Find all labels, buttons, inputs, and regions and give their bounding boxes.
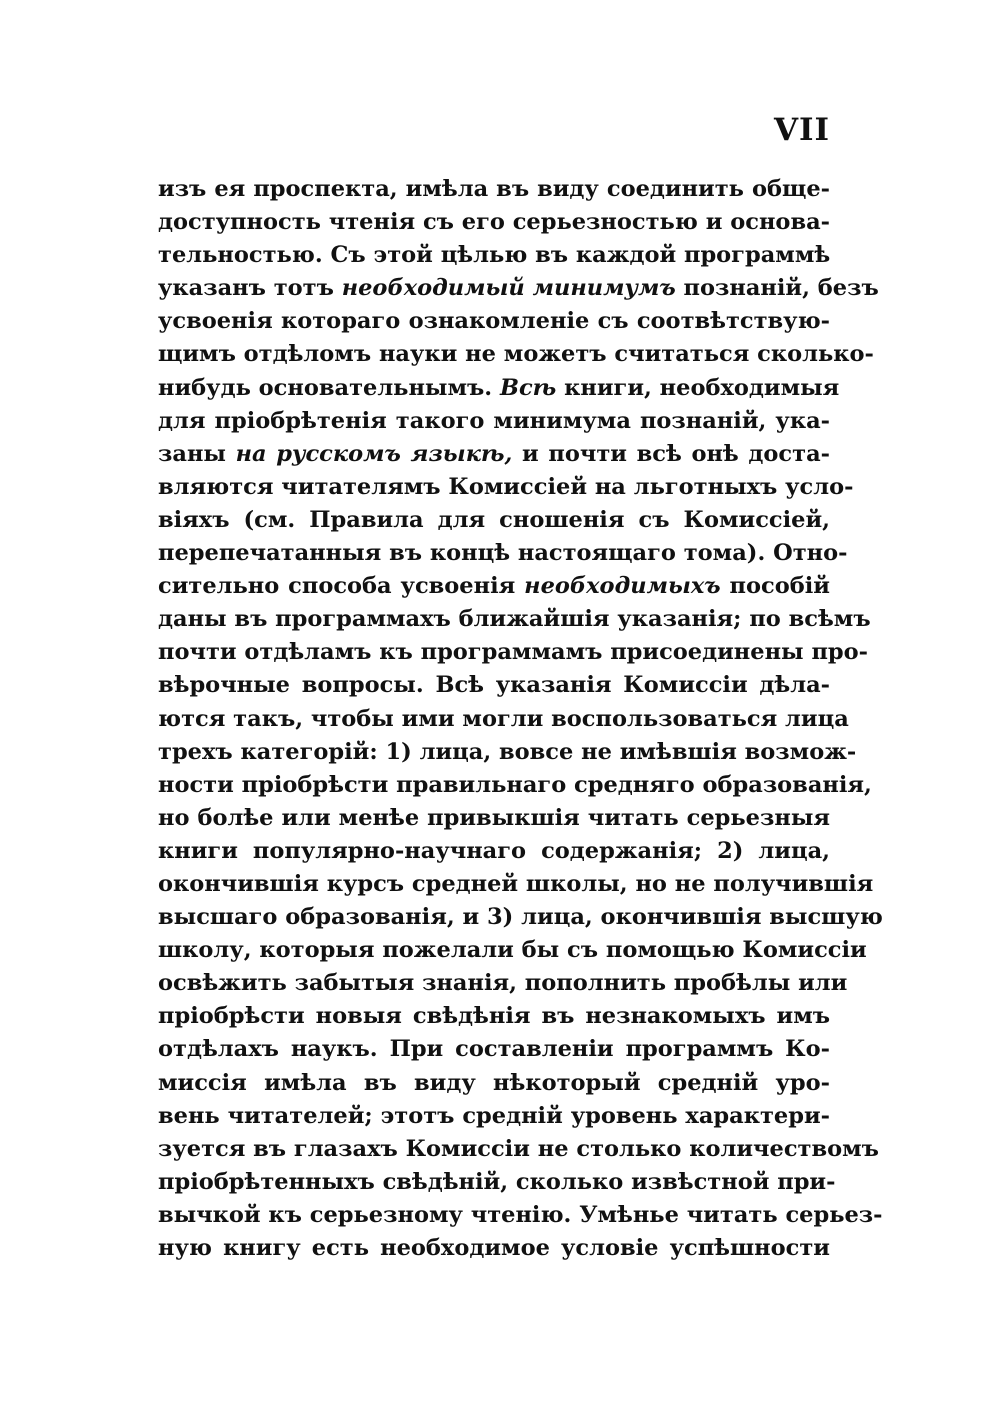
text-line: миссія имѣла въ виду нѣкоторый средній уро-	[158, 1069, 830, 1096]
text-line: вычкой къ серьезному чтенію. Умѣнье читать серьез-	[158, 1201, 883, 1228]
text-span: книги, необходимыя	[556, 374, 840, 401]
text-line	[158, 272, 879, 305]
text-span: заны	[158, 440, 236, 467]
text-span: познаній, безъ	[675, 275, 879, 302]
text-line: перепечатанныя въ концѣ настоящаго тома). Отно-	[158, 540, 848, 567]
text-line: окончившія курсъ средней школы, но не получившія	[158, 870, 874, 897]
text-line: пріобрѣтенныхъ свѣдѣній, сколько извѣстной при-	[158, 1168, 836, 1195]
text-line: усвоенія котораго ознакомленіе съ соотвѣтствую-	[158, 308, 830, 335]
italic-phrase: необходимыхъ	[524, 573, 721, 600]
text-line: ную книгу есть необходимое условіе успѣшности	[158, 1235, 830, 1261]
italic-phrase: Всѣ	[499, 374, 557, 401]
text-span: нибудь основательнымъ.	[158, 374, 500, 401]
text-span: пособій	[720, 573, 830, 600]
text-line: освѣжить забытыя знанія, пополнить пробѣлы или	[158, 970, 848, 997]
italic-phrase: на русскомъ языкѣ,	[235, 440, 513, 467]
text-line	[158, 438, 830, 471]
text-line: доступность чтенія съ его серьезностью и основа-	[158, 209, 830, 236]
italic-phrase: необходимый минимумъ	[341, 275, 676, 302]
text-line: книги популярно-научнаго содержанія; 2) лица,	[158, 837, 830, 864]
text-line: вляются читателямъ Комиссіей на льготныхъ усло-	[158, 473, 854, 500]
text-span: и почти всѣ онѣ доста-	[512, 440, 830, 467]
text-line: зуется въ глазахъ Комиссіи не столько количествомъ	[158, 1135, 879, 1162]
text-line: ются такъ, чтобы ими могли воспользоваться лица	[158, 705, 849, 732]
text-line: тельностью. Съ этой цѣлью въ каждой программѣ	[158, 242, 831, 269]
body-text	[158, 173, 883, 1265]
text-line: школу, которыя пожелали бы съ помощью Комиссіи	[158, 937, 867, 964]
text-span: указанъ тотъ	[158, 275, 342, 302]
text-line: пріобрѣсти новыя свѣдѣнія въ незнакомыхъ имъ	[158, 1003, 830, 1030]
text-line: ности пріобрѣсти правильнаго средняго образованія,	[158, 771, 872, 798]
text-line: высшаго образованія, и 3) лица, окончившія высшую	[158, 904, 883, 931]
text-line: даны въ программахъ ближайшія указанія; по всѣмъ	[158, 606, 871, 633]
page-number: VII	[773, 112, 830, 148]
text-line: щимъ отдѣломъ науки не можетъ считаться сколько-	[158, 341, 874, 368]
text-line: віяхъ (см. Правила для сношенія съ Комиссіей,	[158, 506, 830, 533]
text-line: отдѣлахъ наукъ. При составленіи программъ Ко-	[158, 1036, 830, 1063]
text-line	[158, 570, 830, 603]
text-span: сительно способа усвоенія	[158, 573, 525, 600]
text-line: вѣрочные вопросы. Всѣ указанія Комиссіи дѣла-	[158, 672, 830, 699]
text-line: почти отдѣламъ къ программамъ присоединены про-	[158, 639, 868, 666]
text-line	[158, 372, 840, 405]
text-line: изъ ея проспекта, имѣла въ виду соединить обще-	[158, 176, 830, 202]
text-line: вень читателей; этотъ средній уровень характери-	[158, 1102, 830, 1129]
text-line: для пріобрѣтенія такого минимума познаній, ука-	[158, 407, 830, 434]
text-line: трехъ категорій: 1) лица, вовсе не имѣвшія возмож-	[158, 738, 857, 765]
text-line: но болѣе или менѣе привыкшія читать серьезныя	[158, 804, 830, 831]
